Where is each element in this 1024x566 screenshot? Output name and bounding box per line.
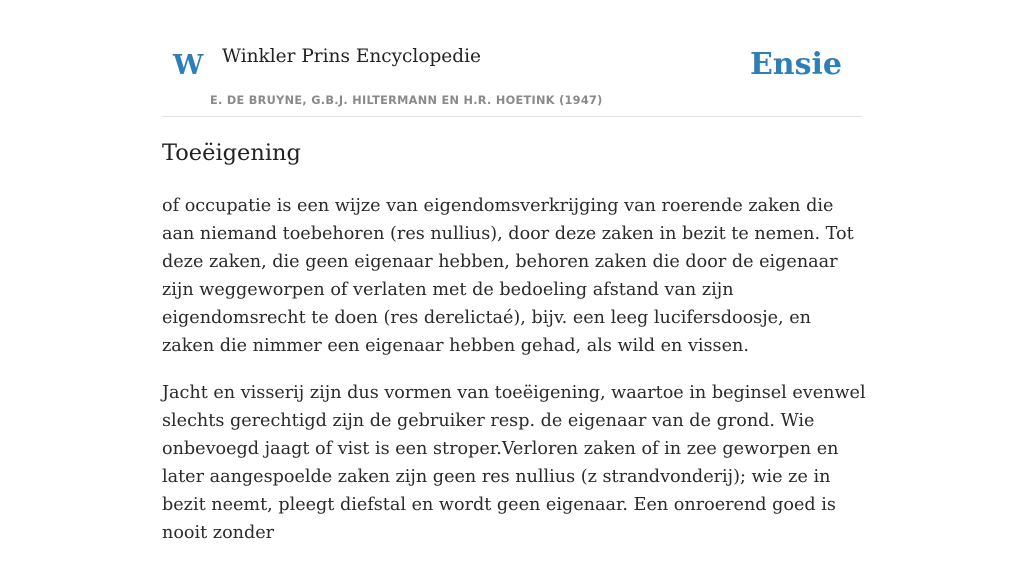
article-title: Toeëigening xyxy=(162,140,301,166)
logo-w-icon[interactable]: W xyxy=(173,50,204,81)
header xyxy=(162,0,862,117)
article-paragraph: of occupatie is een wijze van eigendomsverkrijging van roerende zaken die aan niemand toebehoren (res nullius), door deze zaken in bezit te nemen. Tot deze zaken, die geen eigenaar hebben, behoren zaken die door de eigenaar zijn weggeworpen of verlaten met de bedoeling afstand van zijn eigendomsrecht te doen (res derelictaé), bijv. een leeg lucifersdoosje, en zaken die nimmer een eigenaar hebben gehad, als wild en vissen. xyxy=(162,196,854,356)
article-body xyxy=(162,192,868,566)
article-paragraph: Jacht en visserij zijn dus vormen van toeëigening, waartoe in beginsel evenwel slechts gerechtigd zijn de gebruiker resp. de eigenaar van de grond. Wie onbevoegd jaagt of vist is een stroper.Verloren zaken of in zee geworpen en later aangespoelde zaken zijn geen res nullius (z strandvonderij); wie ze in bezit neemt, pleegt diefstal en wordt geen eigenaar. Een onroerend goed is nooit zonder xyxy=(162,383,866,543)
book-authors: E. DE BRUYNE, G.B.J. HILTERMANN EN H.R. HOETINK (1947) xyxy=(210,94,603,107)
ensie-logo[interactable]: Ensie xyxy=(749,47,842,82)
book-title[interactable]: Winkler Prins Encyclopedie xyxy=(222,46,481,67)
